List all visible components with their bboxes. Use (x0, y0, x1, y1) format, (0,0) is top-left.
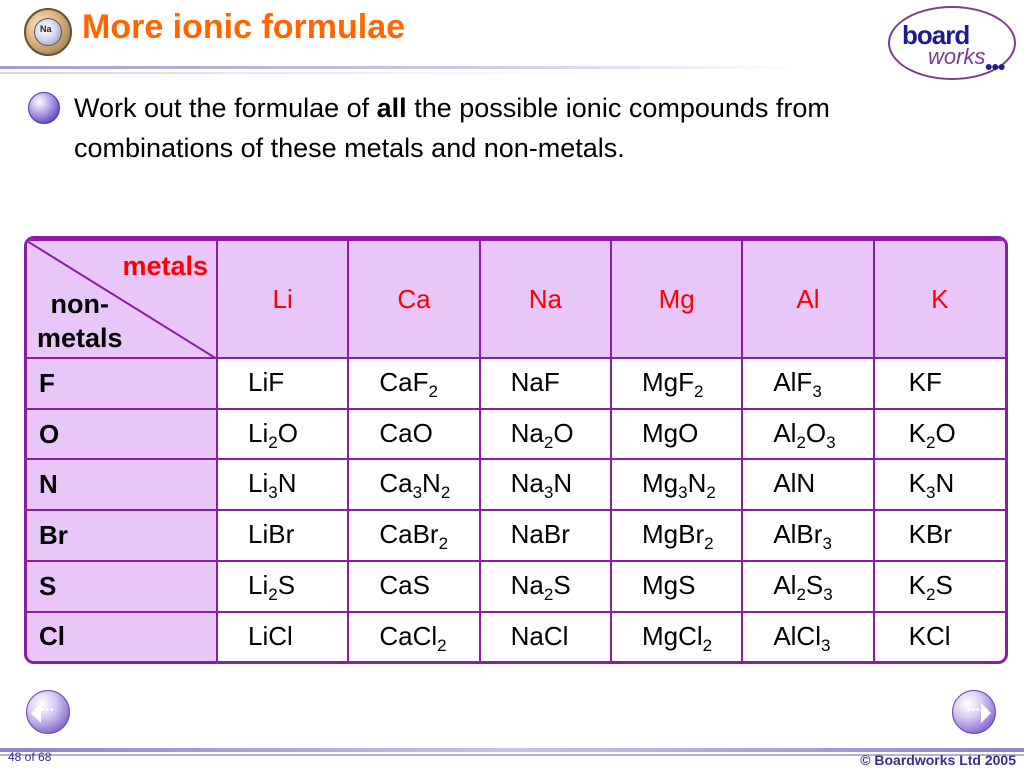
compound-cell: CaF$_2$ (348, 358, 479, 409)
compound-cell: MgBr$_2$ (611, 510, 742, 561)
compound-cell: AlN (742, 459, 873, 510)
compound-cell: $Na_3N$ (480, 459, 611, 510)
metal-header-cell: Na (480, 240, 611, 358)
corner-label-nonmetals-line2: metals (37, 323, 123, 353)
metal-header-cell: K (874, 240, 1005, 358)
compound-row (27, 358, 1005, 409)
ionic-formulae-table (24, 236, 1008, 664)
instruction-text (74, 88, 994, 168)
compound-cell: $Al_2S_3$ (742, 561, 873, 612)
boardworks-logo (888, 6, 1016, 80)
compound-cell: AlBr$_3$ (742, 510, 873, 561)
compound-cell: MgF$_2$ (611, 358, 742, 409)
nonmetal-label-cell: Br (27, 510, 217, 561)
compound-cell: KF (874, 358, 1005, 409)
nonmetal-label-cell: Cl (27, 612, 217, 661)
compound-row (27, 510, 1005, 561)
logo-dots-icon: ●●● (984, 58, 1004, 74)
element-sodium-icon (24, 8, 72, 56)
more-dots-icon: ••• (41, 705, 55, 716)
compound-cell: KBr (874, 510, 1005, 561)
compound-cell: CaS (348, 561, 479, 612)
instruction-text-start: Work out the formulae of (74, 93, 377, 123)
compound-cell: NaCl (480, 612, 611, 661)
compound-cell: $K_3N$ (874, 459, 1005, 510)
slide-counter: 48 of 68 (8, 750, 52, 764)
compound-cell: MgS (611, 561, 742, 612)
compound-cell: LiF (217, 358, 348, 409)
compound-row (27, 409, 1005, 460)
page-title: More ionic formulae (82, 8, 406, 46)
compound-row (27, 612, 1005, 661)
corner-label-metals: metals (122, 251, 208, 281)
compound-cell: CaCl$_2$ (348, 612, 479, 661)
metals-header-row (27, 240, 1005, 358)
instruction-text-emphasis: all (376, 93, 407, 123)
compound-cell: $Na_2O$ (480, 409, 611, 460)
compound-cell: MgCl$_2$ (611, 612, 742, 661)
nonmetal-label-cell: O (27, 409, 217, 460)
compound-cell: CaO (348, 409, 479, 460)
compound-cell: LiCl (217, 612, 348, 661)
compound-row (27, 459, 1005, 510)
compound-cell: AlCl$_3$ (742, 612, 873, 661)
compound-cell: $K_2S$ (874, 561, 1005, 612)
bullet-icon (28, 92, 60, 124)
compound-cell: CaBr$_2$ (348, 510, 479, 561)
more-dots-icon: ••• (967, 705, 981, 716)
compound-cell: LiBr (217, 510, 348, 561)
copyright-notice: © Boardworks Ltd 2005 (860, 752, 1016, 768)
logo-word-board: board (902, 20, 970, 50)
compound-cell: $Li_2S$ (217, 561, 348, 612)
title-divider (0, 66, 800, 69)
logo-word-works: works (928, 44, 986, 69)
previous-slide-button[interactable] (26, 690, 70, 734)
next-slide-button[interactable] (952, 690, 996, 734)
compound-cell: KCl (874, 612, 1005, 661)
metal-header-cell: Al (742, 240, 873, 358)
compound-cell: $Li_2O$ (217, 409, 348, 460)
formulae-grid (27, 239, 1005, 661)
compound-cell: $Al_2O_3$ (742, 409, 873, 460)
nonmetal-label-cell: N (27, 459, 217, 510)
metal-header-cell: Mg (611, 240, 742, 358)
compound-cell: AlF$_3$ (742, 358, 873, 409)
compound-cell: $Na_2S$ (480, 561, 611, 612)
compound-cell: $Ca_3N_2$ (348, 459, 479, 510)
corner-label-nonmetals (37, 287, 123, 355)
compound-row (27, 561, 1005, 612)
element-sodium-icon-symbol: Na (40, 24, 52, 34)
compound-cell: $K_2O$ (874, 409, 1005, 460)
table-corner-cell (27, 240, 217, 358)
compound-cell: NaF (480, 358, 611, 409)
compound-cell: $Li_3N$ (217, 459, 348, 510)
compound-cell: $Mg_3N_2$ (611, 459, 742, 510)
instruction-text-end: the possible ionic compounds from combinations of these metals and non-metals. (74, 93, 830, 163)
metal-header-cell: Ca (348, 240, 479, 358)
nonmetal-label-cell: S (27, 561, 217, 612)
arrow-left-icon (31, 703, 41, 723)
title-divider-secondary (0, 72, 620, 74)
metal-header-cell: Li (217, 240, 348, 358)
corner-label-nonmetals-line1: non- (50, 289, 110, 319)
nonmetal-label-cell: F (27, 358, 217, 409)
compound-cell: MgO (611, 409, 742, 460)
compound-cell: NaBr (480, 510, 611, 561)
